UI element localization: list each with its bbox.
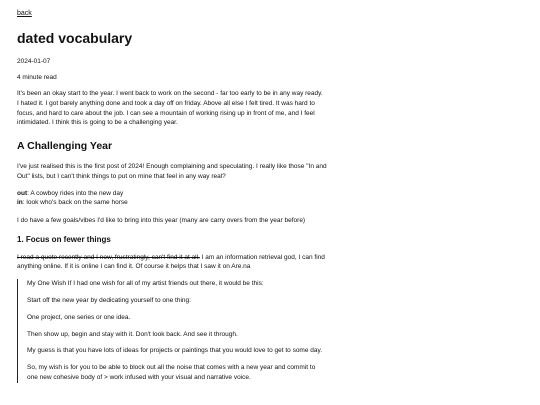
quote-line: My One Wish If I had one wish for all of my artist friends out there, it would be this: (27, 280, 264, 288)
post-date: 2024-01-07 (17, 58, 51, 65)
in-out-list (17, 189, 327, 208)
in-text: : look who's back on the same horse (22, 199, 128, 207)
post-title: dated vocabulary (17, 30, 133, 46)
quote-line: Then show up, begin and stay with it. Don't look back. And see it through. (27, 330, 238, 338)
in-item (17, 198, 327, 208)
out-item (17, 189, 327, 199)
out-text: : A cowboy rides into the new day (27, 189, 124, 197)
struck-text: I read a quote recently and I now, frustratingly, can't find it at all. (17, 253, 200, 261)
quote-line: Start off the new year by dedicating yourself to one thing: (27, 296, 191, 304)
intro-paragraph: It's been an okay start to the year. I went back to work on the second - far too early to be in any way ready. I hated it. I got barely anything done and took a day off on friday. Above all else I felt tired. It was hard to focus, and hard to care about the job. I can see a mountain of working rising up in front of me, and I feel intimidated. I think this is going to be a challenging year. (17, 90, 323, 127)
blockquote (17, 279, 327, 383)
goals-paragraph: I do have a few goals/vibes I'd like to bring into this year (many are carry overs from the year before) (17, 216, 306, 224)
in-out-paragraph: I've just realised this is the first post of 2024! Enough complaining and speculating. I really like those "In and Out" lists, but I can't think things to put on mine that feel in any way real? (17, 163, 327, 180)
section-heading-challenging-year: A Challenging Year (17, 140, 113, 153)
back-link[interactable]: back (17, 10, 32, 17)
focus-paragraph (17, 253, 327, 273)
quote-line: So, my wish is for you to be able to block out all the noise that comes with a new year and commit to one new cohesive body of > work infused with your visual and narrative voice. (27, 364, 316, 381)
quote-line: My guess is that you have lots of ideas for projects or paintings that you would love to get to some day. (27, 347, 323, 355)
out-label: out (17, 189, 28, 197)
section-heading-focus: 1. Focus on fewer things (17, 234, 111, 244)
quote-line: One project, one series or one idea. (27, 313, 131, 321)
focus-text: I am an information retrieval god, I can find anything online. If it is online I can find it. Of course it helps that I saw it on Are.na (17, 253, 325, 271)
in-label: in (17, 199, 23, 207)
read-time: 4 minute read (17, 74, 57, 81)
post-content (17, 89, 327, 390)
